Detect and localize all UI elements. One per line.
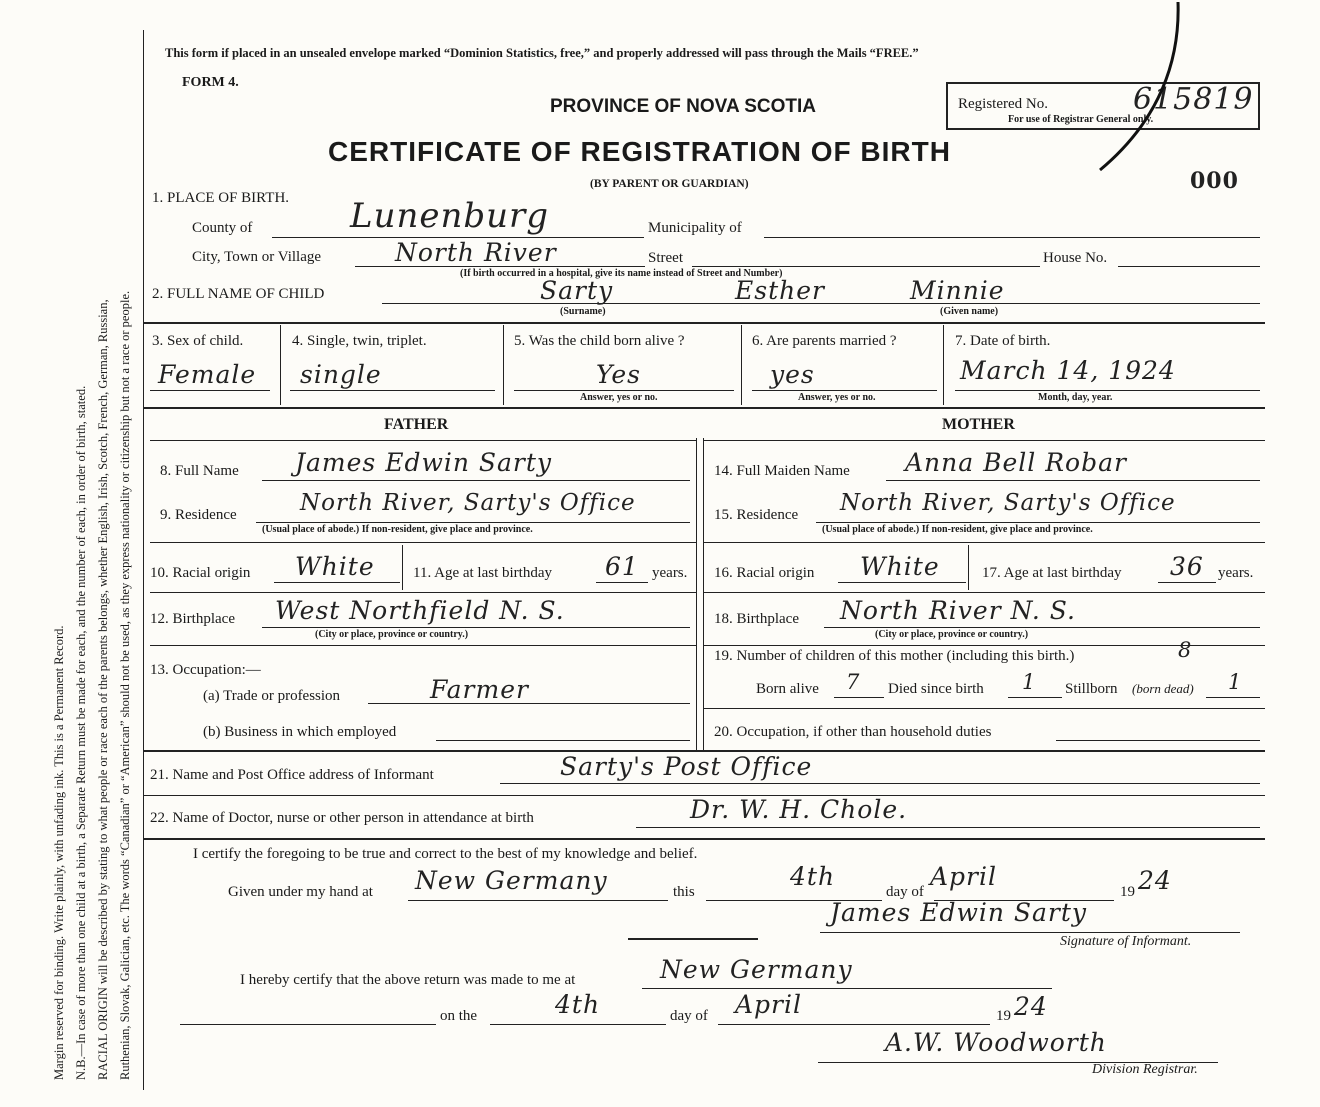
separator-rule — [628, 938, 758, 940]
father-name-line — [262, 480, 690, 481]
division-registrar-label: Division Registrar. — [1092, 1062, 1198, 1077]
mother-children-label: 19. Number of children of this mother (including this birth.) — [714, 648, 1075, 664]
father-business-line — [436, 740, 690, 741]
father-age-value[interactable]: 61 — [605, 552, 639, 581]
parents-married-value[interactable]: yes — [770, 360, 815, 389]
sex-value[interactable]: Female — [158, 360, 257, 389]
date-of-birth-line — [955, 390, 1260, 391]
given-day-value[interactable]: 4th — [790, 862, 836, 891]
father-race-label: 10. Racial origin — [150, 565, 251, 581]
mother-age-line — [1158, 582, 1216, 583]
city-value[interactable]: North River — [395, 238, 557, 267]
mail-note: This form if placed in an unsealed envelope marked “Dominion Statistics, free,” and properly addressed will pass through the Mails “FREE.” — [165, 46, 919, 60]
stillborn-line — [1206, 697, 1260, 698]
mother-race-rule — [703, 592, 1265, 593]
doctor-value[interactable]: Dr. W. H. Chole. — [690, 795, 908, 824]
father-occupation-label: 13. Occupation:— — [150, 662, 261, 678]
died-since-birth-label: Died since birth — [888, 681, 984, 697]
certificate-title: CERTIFICATE OF REGISTRATION OF BIRTH — [328, 136, 951, 167]
single-twin-line — [290, 390, 495, 391]
father-race-divider — [402, 545, 403, 590]
died-since-birth-value[interactable]: 1 — [1022, 670, 1037, 694]
informant-signature-line — [820, 932, 1240, 933]
given-place-value[interactable]: New Germany — [415, 866, 608, 895]
rule-above-certification — [143, 838, 1265, 840]
born-alive-value[interactable]: Yes — [596, 360, 641, 389]
margin-note-racial-origin: RACIAL ORIGIN will be described by stating to what people or race each of the parents belongs, whether English, Irish, Scotch, French, German, Russian, — [96, 299, 110, 1080]
return-blank-line — [180, 1024, 436, 1025]
certify-text: I certify the foregoing to be true and correct to the best of my knowledge and belief. — [193, 846, 698, 862]
informant-line — [500, 783, 1260, 784]
father-residence-rule — [150, 542, 696, 543]
county-value[interactable]: Lunenburg — [350, 196, 550, 236]
registered-number[interactable]: 615819 — [1133, 82, 1254, 117]
mother-age-value[interactable]: 36 — [1170, 552, 1204, 581]
single-twin-label: 4. Single, twin, triplet. — [292, 333, 427, 349]
father-birthplace-value[interactable]: West Northfield N. S. — [275, 596, 565, 625]
parents-married-label: 6. Are parents married ? — [752, 333, 897, 349]
stillborn-label: Stillborn — [1065, 681, 1118, 697]
doctor-label: 22. Name of Doctor, nurse or other person in attendance at birth — [150, 810, 534, 826]
province-heading: PROVINCE OF NOVA SCOTIA — [550, 96, 817, 117]
date-of-birth-value[interactable]: March 14, 1924 — [960, 356, 1176, 385]
father-age-label: 11. Age at last birthday — [413, 565, 552, 581]
informant-signature-label: Signature of Informant. — [1060, 934, 1192, 949]
place-of-birth-label: 1. PLACE OF BIRTH. — [152, 190, 290, 206]
rule-above-details — [143, 322, 1265, 324]
mother-birthplace-value[interactable]: North River N. S. — [840, 596, 1076, 625]
father-birthplace-rule — [150, 645, 696, 646]
father-birthplace-note: (City or place, province or country.) — [315, 629, 469, 640]
form-number: FORM 4. — [182, 75, 239, 90]
father-age-unit: years. — [652, 565, 688, 581]
margin-note-multiple-births: N.B.—In case of more than one child at a birth, a Separate Return must be made for each, and the number of each, in order of birth, stated. — [74, 385, 88, 1080]
parents-divider-right — [703, 438, 704, 750]
municipality-line — [764, 237, 1260, 238]
father-birthplace-label: 12. Birthplace — [150, 611, 235, 627]
return-made-label: I hereby certify that the above return was made to me at — [240, 972, 576, 988]
sex-label: 3. Sex of child. — [152, 333, 244, 349]
father-business-label: (b) Business in which employed — [203, 724, 397, 740]
father-residence-line — [256, 522, 690, 523]
mother-race-line — [838, 582, 966, 583]
parents-married-line — [752, 390, 937, 391]
margin-note-nationality: Ruthenian, Slovak, Galician, etc. The words “Canadian” or “American” should not be used, as they express nationality or citizenship but not a race or people. — [118, 290, 132, 1080]
form-left-border — [143, 30, 144, 1090]
father-name-label: 8. Full Name — [160, 463, 239, 479]
mother-name-line — [886, 480, 1260, 481]
pen-stroke-decoration — [1060, 0, 1210, 200]
born-alive-label: 5. Was the child born alive ? — [514, 333, 685, 349]
house-number-label: House No. — [1043, 250, 1108, 266]
father-age-line — [596, 582, 648, 583]
stillborn-note: (born dead) — [1132, 681, 1194, 696]
father-trade-line — [368, 703, 690, 704]
surname-note: (Surname) — [560, 306, 606, 317]
date-of-birth-label: 7. Date of birth. — [955, 333, 1051, 349]
mother-residence-note: (Usual place of abode.) If non-resident, give place and province. — [822, 524, 1093, 535]
stamp-number: 000 — [1190, 168, 1239, 194]
mother-residence-value[interactable]: North River, Sarty's Office — [840, 490, 1176, 516]
doctor-line — [636, 827, 1260, 828]
mother-residence-line — [816, 522, 1260, 523]
street-line — [692, 266, 1040, 267]
mother-birthplace-note: (City or place, province or country.) — [875, 629, 1029, 640]
return-day-line — [490, 1024, 666, 1025]
sex-line — [150, 390, 270, 391]
father-race-line — [274, 582, 400, 583]
registrar-note: For use of Registrar General only. — [1008, 114, 1154, 125]
county-label: County of — [192, 220, 253, 236]
rule-above-parents — [143, 407, 1265, 409]
certificate-subtitle: (BY PARENT OR GUARDIAN) — [590, 178, 749, 190]
father-trade-value[interactable]: Farmer — [430, 675, 529, 704]
mother-race-divider — [968, 545, 969, 590]
child-given-name-2[interactable]: Minnie — [910, 276, 1005, 305]
return-dayof-label: day of — [670, 1008, 708, 1024]
father-heading-rule — [150, 440, 696, 441]
mother-name-label: 14. Full Maiden Name — [714, 463, 850, 479]
divider-3-4 — [280, 325, 281, 405]
child-surname[interactable]: Sarty — [540, 276, 614, 305]
registrar-signature[interactable]: A.W. Woodworth — [885, 1028, 1107, 1057]
mother-children-rule — [703, 708, 1265, 709]
born-alive-line — [514, 390, 734, 391]
mother-heading: MOTHER — [942, 416, 1015, 433]
city-label: City, Town or Village — [192, 249, 322, 265]
this-label: this — [673, 884, 695, 900]
street-label: Street — [648, 250, 683, 266]
mother-occupation-label: 20. Occupation, if other than household duties — [714, 724, 992, 740]
mother-name-value[interactable]: Anna Bell Robar — [905, 448, 1127, 477]
child-name-label: 2. FULL NAME OF CHILD — [152, 286, 325, 302]
margin-note-binding: Margin reserved for binding. Write plainly, with unfading ink. This is a Permanent Record. — [52, 625, 66, 1080]
single-twin-value[interactable]: single — [300, 360, 382, 389]
born-alive-count-line — [834, 697, 884, 698]
mother-race-label: 16. Racial origin — [714, 565, 815, 581]
child-given-name-1[interactable]: Esther — [735, 276, 825, 305]
divider-6-7 — [943, 325, 944, 405]
mother-occupation-line — [1056, 740, 1260, 741]
informant-value[interactable]: Sarty's Post Office — [560, 752, 813, 781]
given-year-prefix: 19 — [1120, 884, 1135, 900]
father-residence-label: 9. Residence — [160, 507, 237, 523]
return-month-line — [718, 1024, 990, 1025]
given-name-note: (Given name) — [940, 306, 999, 317]
father-residence-note: (Usual place of abode.) If non-resident, give place and province. — [262, 524, 533, 535]
born-alive-count-value[interactable]: 7 — [846, 670, 861, 694]
return-month-value[interactable]: April — [735, 990, 802, 1019]
divider-5-6 — [741, 325, 742, 405]
father-residence-value[interactable]: North River, Sarty's Office — [300, 490, 636, 516]
father-name-value[interactable]: James Edwin Sarty — [295, 448, 553, 477]
father-race-rule — [150, 592, 696, 593]
parents-married-note: Answer, yes or no. — [798, 392, 876, 403]
given-month-value[interactable]: April — [930, 862, 997, 891]
mother-birthplace-line — [824, 627, 1260, 628]
return-year-prefix: 19 — [996, 1008, 1011, 1024]
hospital-note: (If birth occurred in a hospital, give its name instead of Street and Number) — [460, 268, 783, 279]
municipality-label: Municipality of — [648, 220, 742, 236]
mother-heading-rule — [703, 440, 1265, 441]
given-dayof-label: day of — [886, 884, 924, 900]
given-year-value[interactable]: 24 — [1138, 866, 1172, 895]
mother-residence-label: 15. Residence — [714, 507, 799, 523]
return-place-value[interactable]: New Germany — [660, 955, 853, 984]
father-trade-label: (a) Trade or profession — [203, 688, 341, 704]
father-heading: FATHER — [384, 416, 449, 433]
given-under-label: Given under my hand at — [228, 884, 373, 900]
father-birthplace-line — [262, 627, 690, 628]
date-of-birth-note: Month, day, year. — [1038, 392, 1113, 403]
mother-race-value[interactable]: White — [860, 552, 940, 581]
mother-children-value[interactable]: 8 — [1178, 638, 1193, 662]
father-race-value[interactable]: White — [295, 552, 375, 581]
stillborn-value[interactable]: 1 — [1228, 670, 1243, 694]
house-number-line — [1118, 266, 1260, 267]
return-year-value[interactable]: 24 — [1014, 992, 1048, 1021]
mother-age-label: 17. Age at last birthday — [982, 565, 1122, 581]
mother-residence-rule — [703, 542, 1265, 543]
mother-age-unit: years. — [1218, 565, 1254, 581]
informant-label: 21. Name and Post Office address of Informant — [150, 767, 434, 783]
informant-signature[interactable]: James Edwin Sarty — [830, 898, 1088, 927]
mother-birthplace-label: 18. Birthplace — [714, 611, 799, 627]
parents-divider-left — [696, 438, 697, 750]
return-day-value[interactable]: 4th — [555, 990, 601, 1019]
given-place-line — [408, 900, 668, 901]
registered-label: Registered No. — [958, 96, 1048, 112]
on-the-label: on the — [440, 1008, 478, 1024]
born-alive-note: Answer, yes or no. — [580, 392, 658, 403]
born-alive-count-label: Born alive — [756, 681, 819, 697]
divider-4-5 — [503, 325, 504, 405]
return-place-line — [642, 988, 1052, 989]
died-since-birth-line — [1008, 697, 1062, 698]
